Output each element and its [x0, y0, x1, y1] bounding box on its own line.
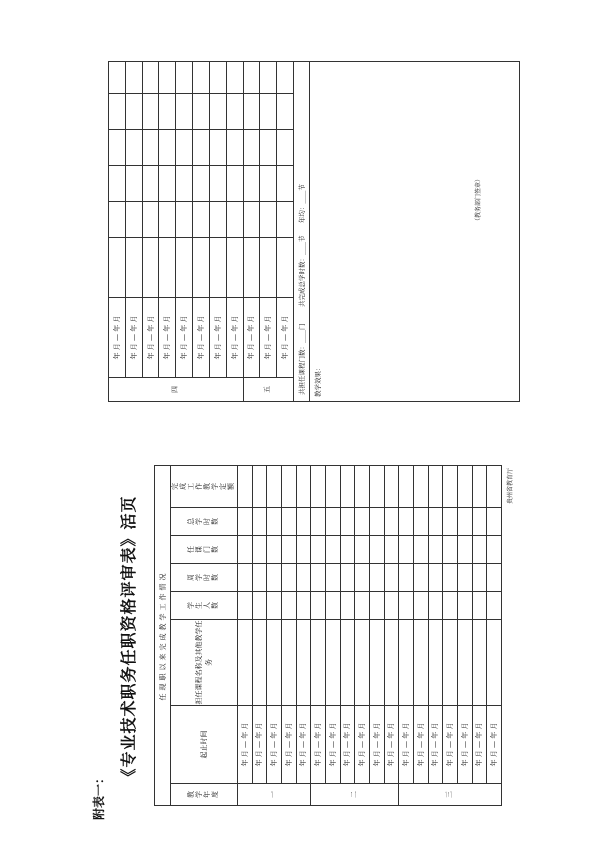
date-cell: 年 月 — 年 月 [413, 706, 428, 784]
col-quota: 完成工作教学定额 [171, 466, 238, 508]
date-cell: 年 月 — 年 月 [443, 706, 458, 784]
date-cell: 年 月 — 年 月 [109, 298, 126, 378]
date-cell: 年 月 — 年 月 [384, 706, 399, 784]
date-cell: 年 月 — 年 月 [238, 706, 253, 784]
col-period: 起止时间 [171, 706, 238, 784]
date-cell: 年 月 — 年 月 [176, 298, 193, 378]
main-form [154, 466, 514, 806]
year-cell: 三 [399, 784, 502, 806]
continuation-table [108, 61, 520, 402]
year-cell: 五 [243, 378, 294, 402]
date-cell: 年 月 — 年 月 [252, 706, 267, 784]
issuer-label: 贵州省教育厅 [507, 468, 514, 505]
year-cell: 一 [238, 784, 311, 806]
col-course: 担任课程名称及其他教学任务 [171, 620, 238, 706]
page-title: 《专业技术职务任职资格评审表》活页 [119, 495, 138, 785]
table-header-group: 任现职以来完成教学工作情况 [155, 466, 171, 806]
col-total-hours: 总学时数 [171, 508, 238, 536]
date-cell: 年 月 — 年 月 [428, 706, 443, 784]
col-students: 学生人数 [171, 592, 238, 620]
date-cell: 年 月 — 年 月 [193, 298, 210, 378]
year-cell: 四 [109, 378, 244, 402]
signature-label: （教务部门签章） [475, 176, 482, 225]
col-weekly-hours: 周学时数 [171, 564, 238, 592]
appendix-label: 附表一： [92, 771, 106, 820]
date-cell: 年 月 — 年 月 [267, 706, 282, 784]
date-cell: 年 月 — 年 月 [369, 706, 384, 784]
date-cell: 年 月 — 年 月 [125, 298, 142, 378]
date-cell: 年 月 — 年 月 [355, 706, 370, 784]
date-cell: 年 月 — 年 月 [277, 298, 294, 378]
teaching-work-table [154, 465, 502, 806]
date-cell: 年 月 — 年 月 [340, 706, 355, 784]
date-cell: 年 月 — 年 月 [487, 706, 502, 784]
date-cell: 年 月 — 年 月 [399, 706, 414, 784]
date-cell: 年 月 — 年 月 [325, 706, 340, 784]
continuation-form [108, 62, 520, 402]
date-cell: 年 月 — 年 月 [281, 706, 296, 784]
date-cell: 年 月 — 年 月 [142, 298, 159, 378]
title-block [88, 460, 148, 820]
date-cell: 年 月 — 年 月 [260, 298, 277, 378]
date-cell: 年 月 — 年 月 [243, 298, 260, 378]
date-cell: 年 月 — 年 月 [209, 298, 226, 378]
date-cell: 年 月 — 年 月 [296, 706, 311, 784]
date-cell: 年 月 — 年 月 [457, 706, 472, 784]
summary-row: 共担任课程门数：____门 共完成总学时数：____节 年均：____节 [294, 62, 310, 402]
year-cell: 二 [311, 784, 399, 806]
col-year: 教学年度 [171, 784, 238, 806]
teaching-effect-cell: 教学效果： （教务部门签章） [310, 62, 520, 402]
date-cell: 年 月 — 年 月 [226, 298, 243, 378]
date-cell: 年 月 — 年 月 [311, 706, 326, 784]
date-cell: 年 月 — 年 月 [159, 298, 176, 378]
col-courses-count: 任课门数 [171, 536, 238, 564]
date-cell: 年 月 — 年 月 [472, 706, 487, 784]
